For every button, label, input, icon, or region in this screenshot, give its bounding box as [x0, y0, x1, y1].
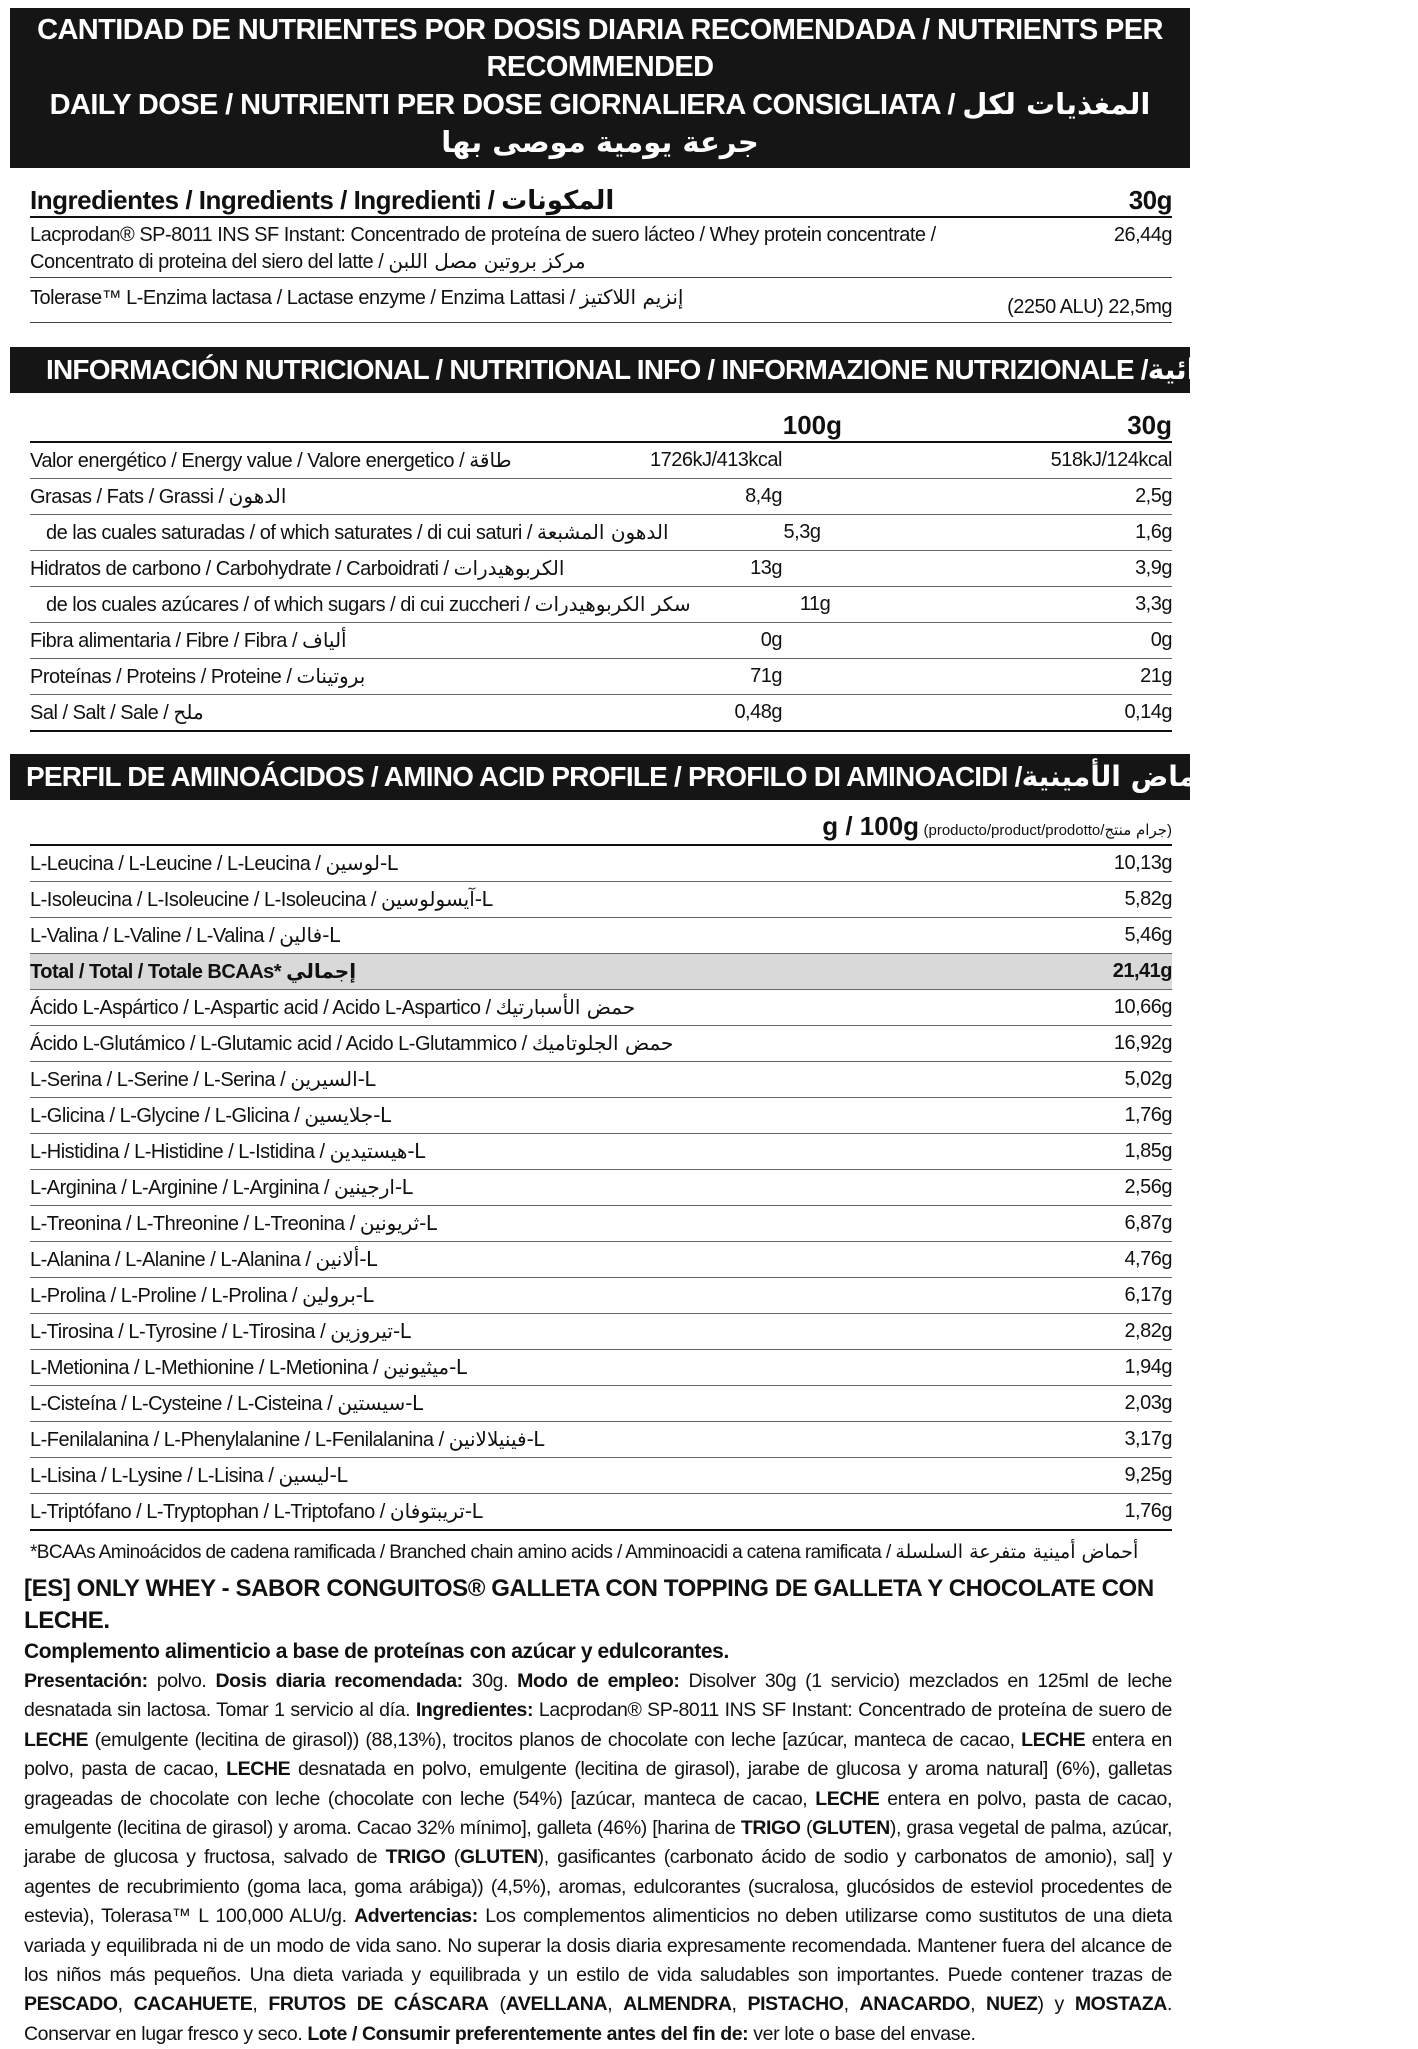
amino-label — [30, 1211, 437, 1236]
nutrient-value-30g: 21g — [1140, 665, 1172, 687]
amino-row — [30, 1278, 1172, 1314]
ingredient-name-arabic: مركز بروتين مصل اللبن — [388, 249, 586, 273]
amino-name-arabic: L-تيروزين — [330, 1319, 411, 1343]
nutrient-label — [30, 700, 582, 725]
amino-name-arabic: L-ارجينين — [334, 1175, 413, 1199]
amino-name-arabic: L-تريبتوفان — [389, 1499, 483, 1523]
body-text: , — [970, 1993, 987, 2016]
amino-name: L-Alanina / L-Alanine / L-Alanina / — [30, 1249, 311, 1271]
amino-row — [30, 1170, 1172, 1206]
amino-label — [30, 959, 356, 984]
amino-value: 16,92g — [1113, 1032, 1172, 1054]
amino-name-arabic: L-ليسين — [278, 1463, 348, 1487]
amino-value: 6,87g — [1124, 1212, 1172, 1234]
amino-name-arabic: L-فالين — [279, 923, 340, 947]
nutrient-value-30g: 2,5g — [1135, 485, 1172, 507]
dose-header-line2-text: DAILY DOSE / NUTRIENTI PER DOSE GIORNALIERA CONSIGLIATA / — [49, 89, 955, 121]
amino-row — [30, 1314, 1172, 1350]
amino-name-arabic: L-ميثيونين — [383, 1355, 467, 1379]
bcaa-footnote-text: *BCAAs Aminoácidos de cadena ramificada / Branched chain amino acids / Amminoacidi a catena ramificata / — [30, 1542, 891, 1563]
body-text: entera en polvo, pasta de cacao, emulgente (lecitina de girasol) y aroma. Cacao 32% mínimo], galleta (46%) [harina de — [24, 1787, 1172, 1840]
dose-header-line1: CANTIDAD DE NUTRIENTES POR DOSIS DIARIA RECOMENDADA / NUTRIENTS PER RECOMMENDED — [37, 14, 1163, 83]
body-text: , — [117, 1993, 134, 2016]
amino-name: L-Glicina / L-Glycine / L-Glicina / — [30, 1105, 300, 1127]
amino-label — [30, 1427, 544, 1452]
nutrient-name: Valor energético / Energy value / Valore energetico / — [30, 450, 465, 472]
nutrient-label — [30, 664, 582, 689]
product-title: [ES] ONLY WHEY - SABOR CONGUITOS® GALLETA CON TOPPING DE GALLETA Y CHOCOLATE CON LECHE. — [24, 1575, 1154, 1634]
nutrient-name: de las cuales saturadas / of which saturates / di cui saturi / — [46, 522, 532, 544]
nutrition-row — [30, 551, 1172, 587]
nutrient-name: de los cuales azúcares / of which sugars / di cui zuccheri / — [46, 594, 530, 616]
amino-value: 10,66g — [1113, 996, 1172, 1018]
bold-text: GLUTEN — [459, 1846, 538, 1869]
nutrient-value-30g: 3,9g — [1135, 557, 1172, 579]
amino-value: 3,17g — [1124, 1428, 1172, 1450]
bold-text: LECHE — [226, 1758, 291, 1781]
bold-text: PESCADO — [24, 1993, 118, 2016]
amino-row — [30, 1494, 1172, 1531]
nutrient-label — [30, 592, 691, 617]
nutrition-rows — [30, 443, 1172, 732]
nutrition-row — [30, 695, 1172, 732]
ingredient-name: Tolerase™ L-Enzima lactasa / Lactase enzyme / Enzima Lattasi / — [30, 287, 575, 309]
amino-title-arabic: ملف تعريف الأحماض الأمينية — [1021, 760, 1418, 793]
bold-text: Advertencias: — [354, 1905, 478, 1928]
nutrition-row — [30, 587, 1172, 623]
amino-name-arabic: L-هيستيدين — [329, 1139, 425, 1163]
amino-label — [30, 1463, 347, 1488]
amino-name-arabic: L-جلايسين — [304, 1103, 391, 1127]
product-subtitle: Complemento alimenticio a base de proteínas con azúcar y edulcorantes. — [24, 1640, 729, 1663]
amino-row — [30, 1242, 1172, 1278]
bold-text: LECHE — [24, 1728, 89, 1751]
amino-table — [30, 808, 1172, 1531]
bold-text: MOSTAZA — [1074, 1993, 1167, 2016]
ingredients-table — [30, 180, 1172, 323]
nutrient-value-100g: 71g — [750, 665, 782, 687]
amino-name: L-Fenilalanina / L-Phenylalanine / L-Fenilalanina / — [30, 1429, 444, 1451]
nutrient-label — [30, 520, 669, 545]
amino-name: Total / Total / Totale BCAAs* — [30, 961, 282, 983]
ingredient-row — [30, 278, 1172, 323]
nutrient-name-arabic: الدهون — [228, 484, 287, 508]
bold-text: Dosis diaria recomendada: — [215, 1670, 463, 1692]
amino-value: 2,56g — [1124, 1176, 1172, 1198]
amino-value: 5,82g — [1124, 888, 1172, 910]
nutrient-label — [30, 448, 582, 473]
nutrient-label — [30, 556, 582, 581]
bold-text: Lote / Consumir preferentemente antes del fin de: — [307, 2022, 749, 2045]
nutrient-value-100g: 11g — [799, 593, 831, 615]
amino-label — [30, 923, 340, 948]
nutrient-name: Grasas / Fats / Grassi / — [30, 486, 224, 508]
body-text: (emulgente (lecitina de girasol)) (88,13%), trocitos planos de chocolate con leche [azúcar, manteca de cacao, — [88, 1728, 1022, 1751]
column-30g: 30g — [1127, 410, 1172, 440]
ingredients-title-text: Ingredientes / Ingredients / Ingredienti / — [30, 185, 495, 215]
ingredient-row — [30, 218, 1172, 278]
body-text: entera en polvo, pasta de cacao, — [24, 1728, 1172, 1781]
body-text: 30g. — [462, 1670, 518, 1692]
amino-name: Ácido L-Aspártico / L-Aspartic acid / Acido L-Aspartico / — [30, 997, 491, 1019]
amino-label — [30, 1283, 373, 1308]
nutrition-section-title — [10, 347, 1360, 393]
body-text: , — [607, 1993, 624, 2016]
body-text: ), grasa vegetal de palma, azúcar, jarabe de glucosa y fructosa, salvado de — [24, 1817, 1172, 1869]
dose-header-line2-arabic: المغذيات لكل جرعة يومية موصى بها — [441, 87, 1151, 159]
amino-name-arabic: L-سيستين — [337, 1391, 423, 1415]
nutrient-value-100g: 1726kJ/413kcal — [650, 449, 782, 471]
amino-row — [30, 882, 1172, 918]
amino-unit-note-arabic: جرام منتج — [1104, 821, 1167, 839]
body-text: Los complementos alimenticios no deben utilizarse como sustitutos de una dieta variada y equilibrada ni de un modo de vida sano. No superar la dosis diaria expresamente recomendada. Mantener fuera del alcance de los niños más pequeños. Una dieta variada y equilibrada y un estilo de vida saludables son importantes. Puede contener trazas de — [24, 1905, 1172, 1987]
nutrient-value-30g: 3,3g — [1135, 593, 1172, 615]
amino-value: 1,94g — [1124, 1356, 1172, 1378]
amino-name: L-Prolina / L-Proline / L-Prolina / — [30, 1285, 298, 1307]
amino-row — [30, 1458, 1172, 1494]
nutrient-name: Fibra alimentaria / Fibre / Fibra / — [30, 630, 298, 652]
bold-text: Presentación: — [24, 1670, 148, 1692]
nutrition-row — [30, 479, 1172, 515]
amino-label — [30, 1103, 391, 1128]
body-text: ( — [488, 1993, 506, 2016]
nutrient-value-100g: 0g — [760, 629, 782, 651]
amino-name: L-Leucina / L-Leucine / L-Leucina / — [30, 853, 321, 875]
body-text: ( — [800, 1817, 813, 1840]
ingredients-title-arabic: المكونات — [501, 186, 615, 216]
amino-unit-note-text: (producto/product/prodotto/ — [923, 822, 1105, 839]
amino-label — [30, 1355, 467, 1380]
nutrient-value-30g: 0,14g — [1124, 701, 1172, 723]
amino-value: 5,02g — [1124, 1068, 1172, 1090]
nutrient-name: Proteínas / Proteins / Proteine / — [30, 666, 292, 688]
amino-value: 10,13g — [1113, 852, 1172, 874]
nutrient-name-arabic: الكربوهيدرات — [453, 556, 565, 580]
nutrient-name-arabic: بروتينات — [296, 664, 366, 688]
amino-label — [30, 1247, 377, 1272]
amino-label — [30, 887, 492, 912]
bold-text: TRIGO — [740, 1817, 801, 1840]
amino-label — [30, 1499, 482, 1524]
amino-row — [30, 1098, 1172, 1134]
amino-name-arabic: L-ثريونين — [359, 1211, 437, 1235]
amino-row — [30, 1062, 1172, 1098]
amino-row — [30, 1026, 1172, 1062]
amino-name: L-Treonina / L-Threonine / L-Treonina / — [30, 1213, 355, 1235]
nutrient-value-30g: 1,6g — [1135, 521, 1172, 543]
body-text: polvo. — [147, 1670, 216, 1692]
nutrient-label — [30, 484, 582, 509]
amino-value: 1,76g — [1124, 1104, 1172, 1126]
amino-label — [30, 1139, 425, 1164]
nutrient-name-arabic: ملح — [173, 700, 204, 724]
body-text: . Conservar en lugar fresco y seco. — [24, 1993, 1173, 2045]
nutrient-name: Hidratos de carbono / Carbohydrate / Carboidrati / — [30, 558, 449, 580]
amino-rows — [30, 846, 1172, 1531]
amino-row — [30, 1386, 1172, 1422]
ingredient-text — [30, 222, 960, 275]
amino-value: 4,76g — [1124, 1248, 1172, 1270]
nutrient-name-arabic: طاقة — [469, 448, 512, 472]
amino-name: L-Lisina / L-Lysine / L-Lisina / — [30, 1465, 274, 1487]
bcaa-footnote — [30, 1537, 1172, 1567]
amino-section-title — [10, 754, 1418, 800]
amino-value: 6,17g — [1124, 1284, 1172, 1306]
nutrient-value-100g: 13g — [750, 557, 782, 579]
body-text: ) y — [1037, 1993, 1075, 2016]
amino-label — [30, 1031, 673, 1056]
dose-header — [10, 8, 1190, 168]
amino-value: 2,82g — [1124, 1320, 1172, 1342]
nutrition-title-arabic: معلومات غذائية — [1147, 353, 1360, 386]
body-text: , — [843, 1993, 860, 2016]
amino-label — [30, 1319, 410, 1344]
amino-title-text: PERFIL DE AMINOÁCIDOS / AMINO ACID PROFILE / PROFILO DI AMINOACIDI / — [26, 761, 1022, 792]
nutrient-value-30g: 0g — [1150, 629, 1172, 651]
amino-value: 9,25g — [1124, 1464, 1172, 1486]
body-text: desnatada en polvo, emulgente (lecitina de girasol), jarabe de glucosa y aroma natural] (6%), galletas grageadas de chocolate con leche (chocolate con leche (54%) [azúcar, manteca de cacao, — [24, 1758, 1172, 1810]
amino-row — [30, 1206, 1172, 1242]
amino-label — [30, 1175, 412, 1200]
amino-label — [30, 995, 635, 1020]
amino-name: L-Serina / L-Serine / L-Serina / — [30, 1069, 286, 1091]
body-text: , — [252, 1993, 269, 2016]
nutrient-value-100g: 5,3g — [783, 521, 821, 543]
amino-row — [30, 918, 1172, 954]
nutrition-table — [30, 401, 1172, 732]
amino-value: 1,76g — [1124, 1500, 1172, 1522]
ingredients-header — [30, 180, 1172, 218]
nutrient-value-30g: 518kJ/124kcal — [1050, 449, 1172, 471]
body-text: ( — [445, 1846, 460, 1869]
ingredients-dose: 30g — [1128, 185, 1172, 215]
amino-name-arabic: حمض الجلوتاميك — [531, 1031, 674, 1055]
amino-name-arabic: إجمالي — [286, 959, 357, 983]
amino-unit-note-close: ) — [1167, 822, 1172, 839]
ingredient-name-it: Concentrato di proteina del siero del latte / — [30, 251, 384, 273]
amino-row — [30, 990, 1172, 1026]
nutrient-name-arabic: سكر الكربوهيدرات — [534, 592, 691, 616]
bold-text: TRIGO — [385, 1846, 446, 1869]
dose-header-line2 — [18, 86, 1182, 162]
amino-label — [30, 1391, 423, 1416]
bold-text: CACAHUETE — [133, 1993, 253, 2016]
amino-unit: g / 100g — [822, 811, 920, 841]
amino-label — [30, 851, 397, 876]
nutrient-value-100g: 0,48g — [734, 701, 782, 723]
amino-name: L-Triptófano / L-Tryptophan / L-Triptofano / — [30, 1501, 385, 1523]
ingredient-amount: (2250 ALU) 22,5mg — [1007, 296, 1172, 318]
amino-name-arabic: L-السيرين — [290, 1067, 376, 1091]
amino-name-arabic: L-فينيلالانين — [448, 1427, 544, 1451]
amino-value: 21,41g — [1112, 960, 1172, 982]
amino-name: Ácido L-Glutámico / L-Glutamic acid / Acido L-Glutammico / — [30, 1033, 527, 1055]
bold-text: Ingredientes: — [415, 1699, 534, 1722]
amino-name-arabic: L-لوسين — [325, 851, 398, 875]
amino-name: L-Tirosina / L-Tyrosine / L-Tirosina / — [30, 1321, 326, 1343]
amino-name: L-Metionina / L-Methionine / L-Metionina / — [30, 1357, 379, 1379]
amino-unit-header — [30, 808, 1172, 846]
bold-text: PISTACHO — [747, 1993, 844, 2016]
body-text: ), gasificantes (carbonato ácido de sodio y carbonatos de amonio), sal] y agentes de recubrimiento (goma laca, goma arábiga)) (4,5%), aromas, edulcorantes (sucralosa, glucósidos de esteviol procedentes de estevia), Tolerasa™ L 100,000 ALU/g. — [24, 1846, 1172, 1928]
amino-value: 5,46g — [1124, 924, 1172, 946]
ingredient-amount: 26,44g — [1113, 224, 1172, 246]
amino-row — [30, 1350, 1172, 1386]
bold-text: LECHE — [815, 1787, 880, 1810]
amino-value: 2,03g — [1124, 1392, 1172, 1414]
amino-unit-note — [924, 822, 1173, 839]
product-details — [24, 1667, 1172, 2049]
nutrient-name-arabic: ألياف — [302, 628, 347, 652]
amino-value: 1,85g — [1124, 1140, 1172, 1162]
body-text: , — [731, 1993, 748, 2016]
amino-row — [30, 1422, 1172, 1458]
ingredient-text — [30, 284, 960, 311]
bold-text: ALMENDRA — [623, 1993, 732, 2016]
amino-name: L-Arginina / L-Arginine / L-Arginina / — [30, 1177, 329, 1199]
amino-name-arabic: L-آيسولوسين — [381, 887, 493, 911]
bold-text: AVELLANA — [505, 1993, 608, 2016]
amino-name: L-Histidina / L-Histidine / L-Istidina / — [30, 1141, 325, 1163]
nutrition-title-text: INFORMACIÓN NUTRICIONAL / NUTRITIONAL INFO / INFORMAZIONE NUTRIZIONALE / — [46, 354, 1148, 385]
nutrient-name-arabic: الدهون المشبعة — [537, 520, 669, 544]
nutrient-label — [30, 628, 582, 653]
amino-name: L-Valina / L-Valine / L-Valina / — [30, 925, 275, 947]
nutrition-row — [30, 659, 1172, 695]
bold-text: ANACARDO — [859, 1993, 971, 2016]
column-100g: 100g — [782, 410, 842, 440]
nutrition-row — [30, 515, 1172, 551]
amino-total-row — [30, 954, 1172, 990]
body-text: ver lote o base del envase. — [748, 2022, 976, 2045]
product-description — [24, 1573, 1172, 2049]
nutrient-value-100g: 8,4g — [745, 485, 782, 507]
bold-text: Modo de empleo: — [517, 1670, 680, 1692]
bold-text: NUEZ — [986, 1993, 1038, 2016]
nutrient-name: Sal / Salt / Sale / — [30, 702, 169, 724]
bold-text: FRUTOS DE CÁSCARA — [268, 1993, 489, 2016]
nutrition-row — [30, 623, 1172, 659]
body-text: Disolver 30g (1 servicio) mezclados en 125ml de leche desnatada sin lactosa. Tomar 1 servicio al día. — [24, 1670, 1172, 1722]
nutrition-columns — [30, 401, 1172, 443]
ingredient-name: Lacprodan® SP-8011 INS SF Instant: Concentrado de proteína de suero lácteo / Whey protein concentrate / — [30, 224, 936, 246]
ingredients-title — [30, 185, 614, 216]
amino-name: L-Isoleucina / L-Isoleucine / L-Isoleucina / — [30, 889, 376, 911]
bold-text: GLUTEN — [812, 1817, 890, 1840]
amino-name: L-Cisteína / L-Cysteine / L-Cisteina / — [30, 1393, 333, 1415]
amino-name-arabic: L-برولين — [302, 1283, 374, 1307]
bold-text: LECHE — [1021, 1728, 1086, 1751]
amino-row — [30, 1134, 1172, 1170]
nutrition-row — [30, 443, 1172, 479]
amino-row — [30, 846, 1172, 882]
amino-name-arabic: L-ألانين — [315, 1247, 377, 1271]
amino-label — [30, 1067, 375, 1092]
bcaa-footnote-arabic: أحماض أمينية متفرعة السلسلة — [895, 1541, 1139, 1563]
body-text: Lacprodan® SP-8011 INS SF Instant: Concentrado de proteína de suero de — [533, 1699, 1172, 1722]
amino-name-arabic: حمض الأسبارتيك — [495, 995, 636, 1019]
ingredient-name-arabic: إنزيم اللاكتيز — [579, 285, 684, 309]
